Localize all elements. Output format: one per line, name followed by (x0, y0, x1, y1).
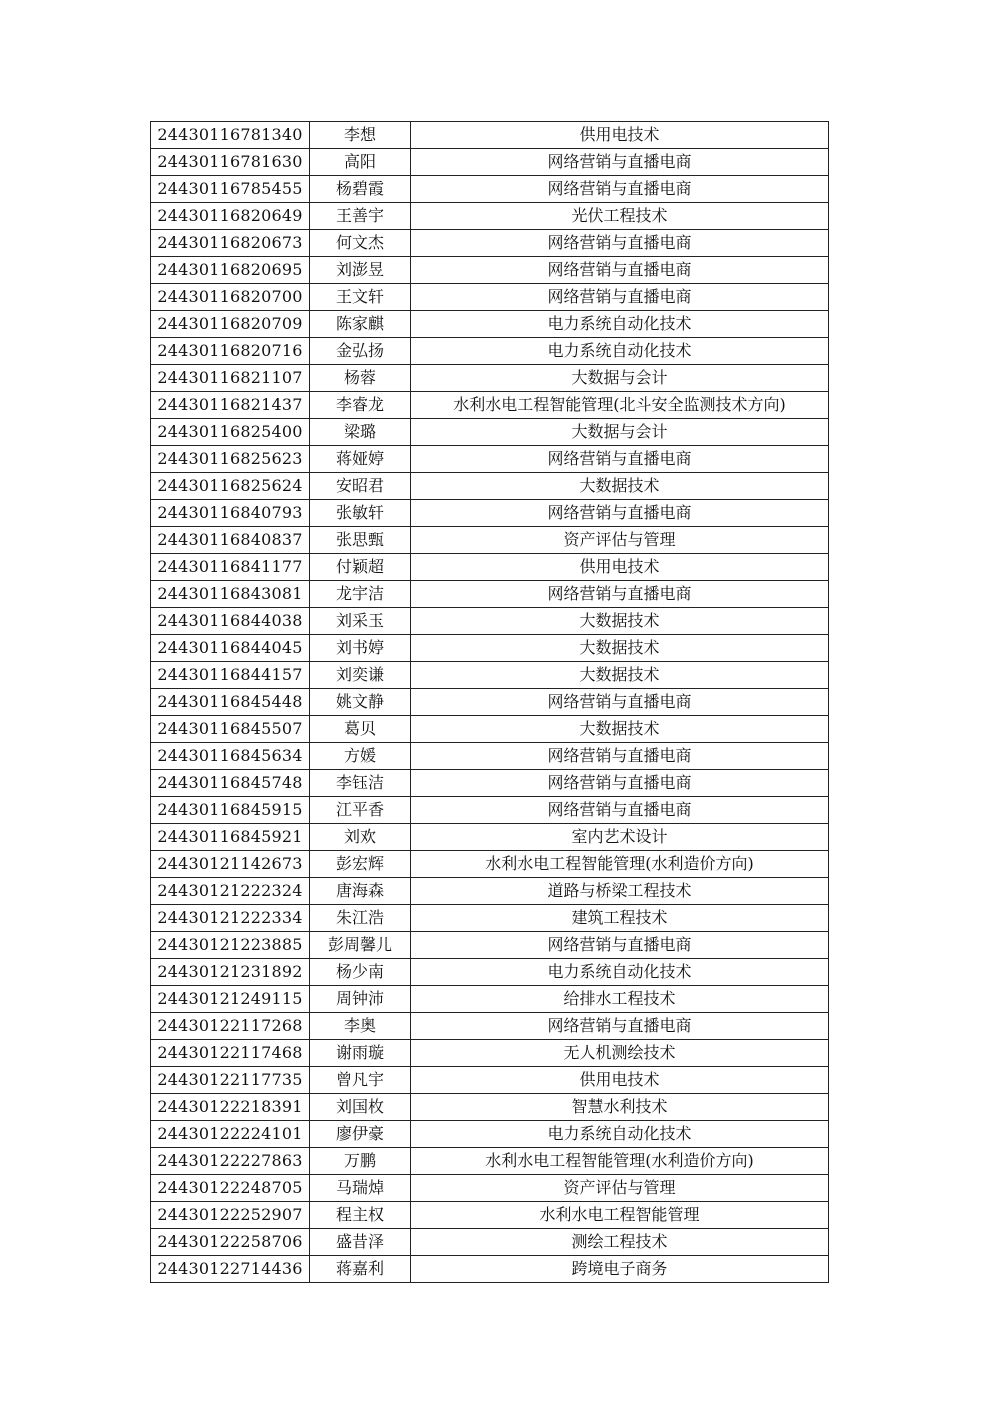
student-name-cell: 张思甄 (310, 527, 411, 554)
candidate-number-cell: 24430116825400 (151, 419, 310, 446)
candidate-number-cell: 24430116843081 (151, 581, 310, 608)
student-name-cell: 曾凡宇 (310, 1067, 411, 1094)
candidate-number-cell: 24430121231892 (151, 959, 310, 986)
student-name-cell: 梁璐 (310, 419, 411, 446)
table-row (151, 392, 829, 419)
major-cell: 测绘工程技术 (411, 1229, 829, 1256)
student-name-cell: 陈家麒 (310, 311, 411, 338)
table-row (151, 851, 829, 878)
candidate-number-cell: 24430116781630 (151, 149, 310, 176)
table-row (151, 797, 829, 824)
student-name-cell: 唐海森 (310, 878, 411, 905)
table-row (151, 500, 829, 527)
student-name-cell: 廖伊豪 (310, 1121, 411, 1148)
candidate-number-cell: 24430121223885 (151, 932, 310, 959)
student-name-cell: 江平香 (310, 797, 411, 824)
major-cell: 网络营销与直播电商 (411, 149, 829, 176)
major-cell: 网络营销与直播电商 (411, 689, 829, 716)
table-row (151, 527, 829, 554)
candidate-number-cell: 24430116844038 (151, 608, 310, 635)
table-row (151, 230, 829, 257)
table-row (151, 257, 829, 284)
major-cell: 道路与桥梁工程技术 (411, 878, 829, 905)
table-row (151, 905, 829, 932)
candidate-number-cell: 24430116820649 (151, 203, 310, 230)
major-cell: 电力系统自动化技术 (411, 1121, 829, 1148)
student-name-cell: 金弘扬 (310, 338, 411, 365)
candidate-number-cell: 24430116844157 (151, 662, 310, 689)
table-row (151, 689, 829, 716)
student-name-cell: 周钟沛 (310, 986, 411, 1013)
candidate-number-cell: 24430116825623 (151, 446, 310, 473)
major-cell: 网络营销与直播电商 (411, 797, 829, 824)
candidate-number-cell: 24430116820695 (151, 257, 310, 284)
major-cell: 电力系统自动化技术 (411, 338, 829, 365)
table-row (151, 1040, 829, 1067)
candidate-number-cell: 24430116781340 (151, 122, 310, 149)
table-row (151, 770, 829, 797)
student-name-cell: 刘欢 (310, 824, 411, 851)
major-cell: 电力系统自动化技术 (411, 959, 829, 986)
table-row (151, 446, 829, 473)
major-cell: 网络营销与直播电商 (411, 770, 829, 797)
table-row (151, 878, 829, 905)
table-row (151, 824, 829, 851)
candidate-number-cell: 24430122258706 (151, 1229, 310, 1256)
table-row (151, 338, 829, 365)
candidate-number-cell: 24430121222324 (151, 878, 310, 905)
candidate-number-cell: 24430122252907 (151, 1202, 310, 1229)
candidate-number-cell: 24430116820716 (151, 338, 310, 365)
student-name-cell: 刘国枚 (310, 1094, 411, 1121)
student-name-cell: 张敏轩 (310, 500, 411, 527)
major-cell: 水利水电工程智能管理(水利造价方向) (411, 1148, 829, 1175)
candidate-number-cell: 24430121249115 (151, 986, 310, 1013)
major-cell: 大数据与会计 (411, 419, 829, 446)
student-name-cell: 杨碧霞 (310, 176, 411, 203)
student-name-cell: 彭周馨儿 (310, 932, 411, 959)
table-row (151, 662, 829, 689)
student-name-cell: 刘澎昱 (310, 257, 411, 284)
candidate-number-cell: 24430116845915 (151, 797, 310, 824)
student-name-cell: 谢雨璇 (310, 1040, 411, 1067)
candidate-number-cell: 24430116845507 (151, 716, 310, 743)
major-cell: 资产评估与管理 (411, 1175, 829, 1202)
major-cell: 供用电技术 (411, 1067, 829, 1094)
table-row (151, 149, 829, 176)
major-cell: 网络营销与直播电商 (411, 176, 829, 203)
candidate-number-cell: 24430122227863 (151, 1148, 310, 1175)
major-cell: 网络营销与直播电商 (411, 446, 829, 473)
table-row (151, 365, 829, 392)
student-name-cell: 葛贝 (310, 716, 411, 743)
student-name-cell: 杨蓉 (310, 365, 411, 392)
student-name-cell: 刘书婷 (310, 635, 411, 662)
student-name-cell: 蒋娅婷 (310, 446, 411, 473)
table-row (151, 1229, 829, 1256)
major-cell: 供用电技术 (411, 554, 829, 581)
roster-table-body (151, 122, 829, 1283)
table-row (151, 1094, 829, 1121)
student-name-cell: 李睿龙 (310, 392, 411, 419)
major-cell: 无人机测绘技术 (411, 1040, 829, 1067)
student-name-cell: 蒋嘉利 (310, 1256, 411, 1283)
major-cell: 光伏工程技术 (411, 203, 829, 230)
table-row (151, 1175, 829, 1202)
major-cell: 资产评估与管理 (411, 527, 829, 554)
table-row (151, 554, 829, 581)
student-name-cell: 程主权 (310, 1202, 411, 1229)
major-cell: 网络营销与直播电商 (411, 1013, 829, 1040)
candidate-number-cell: 24430116820700 (151, 284, 310, 311)
candidate-number-cell: 24430121142673 (151, 851, 310, 878)
major-cell: 网络营销与直播电商 (411, 500, 829, 527)
major-cell: 大数据技术 (411, 635, 829, 662)
table-row (151, 311, 829, 338)
major-cell: 水利水电工程智能管理(北斗安全监测技术方向) (411, 392, 829, 419)
candidate-number-cell: 24430122224101 (151, 1121, 310, 1148)
table-row (151, 932, 829, 959)
table-row (151, 284, 829, 311)
candidate-number-cell: 24430116844045 (151, 635, 310, 662)
student-name-cell: 刘奕谦 (310, 662, 411, 689)
student-name-cell: 龙宇洁 (310, 581, 411, 608)
student-name-cell: 马瑞焯 (310, 1175, 411, 1202)
major-cell: 大数据与会计 (411, 365, 829, 392)
table-row (151, 419, 829, 446)
student-name-cell: 彭宏辉 (310, 851, 411, 878)
table-row (151, 716, 829, 743)
table-row (151, 743, 829, 770)
candidate-number-cell: 24430116825624 (151, 473, 310, 500)
major-cell: 大数据技术 (411, 662, 829, 689)
table-row (151, 986, 829, 1013)
candidate-number-cell: 24430116845748 (151, 770, 310, 797)
major-cell: 室内艺术设计 (411, 824, 829, 851)
table-row (151, 1202, 829, 1229)
candidate-number-cell: 24430121222334 (151, 905, 310, 932)
student-name-cell: 刘采玉 (310, 608, 411, 635)
major-cell: 水利水电工程智能管理(水利造价方向) (411, 851, 829, 878)
candidate-number-cell: 24430122218391 (151, 1094, 310, 1121)
table-row (151, 1148, 829, 1175)
table-row (151, 608, 829, 635)
student-name-cell: 方媛 (310, 743, 411, 770)
table-row (151, 1256, 829, 1283)
student-name-cell: 万鹏 (310, 1148, 411, 1175)
table-row (151, 1067, 829, 1094)
candidate-number-cell: 24430116785455 (151, 176, 310, 203)
table-row (151, 473, 829, 500)
candidate-number-cell: 24430116840837 (151, 527, 310, 554)
table-row (151, 581, 829, 608)
major-cell: 建筑工程技术 (411, 905, 829, 932)
major-cell: 网络营销与直播电商 (411, 284, 829, 311)
candidate-number-cell: 24430122117268 (151, 1013, 310, 1040)
student-name-cell: 李钰洁 (310, 770, 411, 797)
student-name-cell: 安昭君 (310, 473, 411, 500)
candidate-number-cell: 24430122117468 (151, 1040, 310, 1067)
candidate-number-cell: 24430116840793 (151, 500, 310, 527)
candidate-number-cell: 24430116841177 (151, 554, 310, 581)
table-row (151, 176, 829, 203)
student-name-cell: 付颖超 (310, 554, 411, 581)
candidate-number-cell: 24430122248705 (151, 1175, 310, 1202)
candidate-number-cell: 24430116845921 (151, 824, 310, 851)
candidate-number-cell: 24430116821107 (151, 365, 310, 392)
student-name-cell: 盛昔泽 (310, 1229, 411, 1256)
student-name-cell: 何文杰 (310, 230, 411, 257)
table-row (151, 122, 829, 149)
major-cell: 智慧水利技术 (411, 1094, 829, 1121)
student-name-cell: 王文轩 (310, 284, 411, 311)
table-row (151, 1013, 829, 1040)
major-cell: 网络营销与直播电商 (411, 257, 829, 284)
major-cell: 大数据技术 (411, 716, 829, 743)
student-name-cell: 姚文静 (310, 689, 411, 716)
major-cell: 水利水电工程智能管理 (411, 1202, 829, 1229)
candidate-number-cell: 24430116845634 (151, 743, 310, 770)
student-roster-table (150, 121, 829, 1283)
candidate-number-cell: 24430116845448 (151, 689, 310, 716)
student-name-cell: 高阳 (310, 149, 411, 176)
major-cell: 网络营销与直播电商 (411, 230, 829, 257)
candidate-number-cell: 24430116821437 (151, 392, 310, 419)
major-cell: 大数据技术 (411, 473, 829, 500)
student-name-cell: 李想 (310, 122, 411, 149)
candidate-number-cell: 24430122117735 (151, 1067, 310, 1094)
table-row (151, 203, 829, 230)
major-cell: 供用电技术 (411, 122, 829, 149)
major-cell: 电力系统自动化技术 (411, 311, 829, 338)
major-cell: 网络营销与直播电商 (411, 743, 829, 770)
table-row (151, 959, 829, 986)
table-row (151, 1121, 829, 1148)
major-cell: 网络营销与直播电商 (411, 581, 829, 608)
student-name-cell: 李奥 (310, 1013, 411, 1040)
student-name-cell: 王善宇 (310, 203, 411, 230)
candidate-number-cell: 24430122714436 (151, 1256, 310, 1283)
candidate-number-cell: 24430116820709 (151, 311, 310, 338)
major-cell: 网络营销与直播电商 (411, 932, 829, 959)
major-cell: 跨境电子商务 (411, 1256, 829, 1283)
major-cell: 大数据技术 (411, 608, 829, 635)
table-row (151, 635, 829, 662)
candidate-number-cell: 24430116820673 (151, 230, 310, 257)
student-name-cell: 杨少南 (310, 959, 411, 986)
major-cell: 给排水工程技术 (411, 986, 829, 1013)
student-name-cell: 朱江浩 (310, 905, 411, 932)
